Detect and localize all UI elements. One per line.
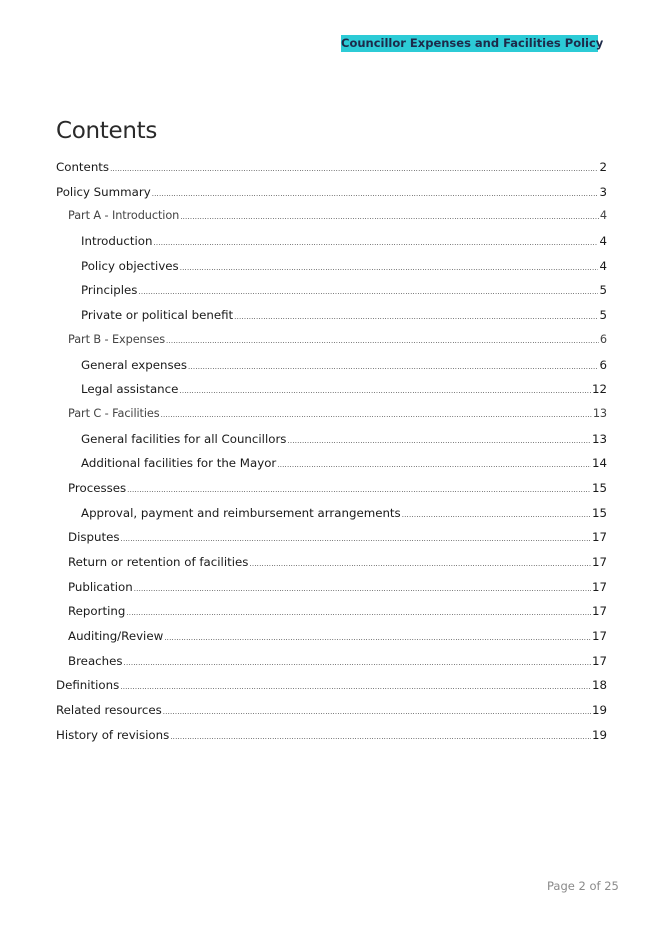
toc-entry-part-b[interactable] [56,331,607,356]
toc-entry-page: 17 [591,653,607,668]
toc-entry-label: Policy objectives [81,258,179,273]
toc-entry-policy-objectives[interactable] [56,257,607,282]
toc-leader-dots [287,432,591,450]
toc-entry-label: Introduction [81,234,153,249]
toc-leader-dots [170,728,591,746]
toc-entry-page: 17 [591,530,607,545]
toc-entry-page: 4 [599,234,607,249]
toc-entry-breaches[interactable] [56,652,607,677]
toc-entry-label: General facilities for all Councillors [81,431,287,446]
toc-entry-label: Additional facilities for the Mayor [81,456,277,471]
toc-entry-page: 19 [591,727,607,742]
toc-entry-page: 18 [591,678,607,693]
toc-leader-dots [120,678,591,696]
toc-entry-label: Reporting [68,604,126,619]
toc-entry-policy-summary[interactable] [56,183,607,208]
toc-leader-dots [234,308,598,326]
toc-leader-dots [110,160,598,178]
toc-entry-part-a[interactable] [56,207,607,232]
toc-leader-dots [188,358,598,376]
toc-entry-introduction[interactable] [56,232,607,257]
toc-leader-dots [166,332,599,350]
toc-leader-dots [126,604,591,622]
toc-entry-label: Return or retention of facilities [68,555,249,569]
toc-entry-history-of-revisions[interactable] [56,726,607,751]
toc-entry-general-facilities[interactable] [56,430,607,455]
toc-entry-reporting[interactable] [56,602,607,627]
toc-entry-page: 17 [591,555,607,569]
toc-leader-dots [152,185,599,203]
toc-entry-disputes[interactable] [56,528,607,553]
toc-entry-label: Principles [81,283,138,298]
toc-leader-dots [249,555,591,573]
toc-entry-label: Related resources [56,703,162,718]
toc-entry-label: Policy Summary [56,184,151,199]
toc-entry-page: 14 [591,456,607,471]
toc-entry-page: 19 [591,703,607,718]
document-header-banner: Councillor Expenses and Facilities Policy [341,36,604,50]
toc-entry-processes[interactable] [56,479,607,504]
toc-entry-general-expenses[interactable] [56,356,607,381]
toc-entry-related-resources[interactable] [56,701,607,726]
toc-entry-label: Definitions [56,678,120,693]
toc-leader-dots [163,703,591,721]
toc-entry-page: 15 [591,480,607,495]
toc-entry-page: 15 [591,505,607,520]
toc-entry-page: 6 [599,357,607,372]
toc-leader-dots [121,530,591,548]
toc-entry-label: Part C - Facilities [68,406,160,420]
toc-leader-dots [277,456,591,474]
toc-entry-principles[interactable] [56,281,607,306]
toc-leader-dots [127,481,591,499]
toc-entry-page: 3 [599,184,607,199]
toc-entry-page: 17 [591,629,607,644]
toc-entry-label: Approval, payment and reimbursement arrangements [81,505,401,520]
toc-leader-dots [164,629,591,647]
toc-entry-page: 4 [599,209,607,223]
contents-heading: Contents [56,118,158,144]
toc-entry-label: Auditing/Review [68,629,164,644]
table-of-contents [56,158,607,751]
toc-entry-additional-facilities-mayor[interactable] [56,454,607,479]
page-number-indicator: Page 2 of 25 [547,879,619,893]
toc-entry-auditing-review[interactable] [56,627,607,652]
toc-entry-page: 2 [599,160,607,174]
toc-entry-contents[interactable] [56,158,607,183]
toc-entry-page: 17 [591,604,607,619]
toc-entry-page: 17 [591,579,607,594]
toc-entry-part-c[interactable] [56,405,607,430]
toc-entry-label: Breaches [68,653,123,668]
toc-entry-page: 6 [599,332,607,346]
toc-entry-return-retention[interactable] [56,553,607,578]
toc-entry-definitions[interactable] [56,676,607,701]
toc-entry-publication[interactable] [56,578,607,603]
toc-entry-private-or-political-benefit[interactable] [56,306,607,331]
toc-leader-dots [179,382,591,400]
toc-entry-page: 5 [599,283,607,298]
toc-entry-label: Publication [68,579,133,594]
toc-entry-page: 12 [591,382,607,397]
toc-entry-label: Part A - Introduction [68,209,180,223]
toc-entry-label: Contents [56,160,110,174]
toc-entry-label: Disputes [68,530,120,545]
toc-entry-label: Part B - Expenses [68,332,166,346]
toc-entry-approval-payment[interactable] [56,504,607,529]
toc-entry-label: Processes [68,480,127,495]
toc-leader-dots [161,406,592,424]
toc-entry-label: General expenses [81,357,188,372]
toc-entry-legal-assistance[interactable] [56,380,607,405]
toc-leader-dots [124,654,591,672]
toc-leader-dots [153,234,598,252]
toc-entry-label: History of revisions [56,727,170,742]
toc-leader-dots [134,580,591,598]
toc-entry-page: 13 [591,431,607,446]
toc-leader-dots [138,283,598,301]
toc-entry-page: 5 [599,308,607,323]
toc-entry-page: 13 [592,406,607,420]
toc-entry-label: Legal assistance [81,382,179,397]
toc-leader-dots [180,259,599,277]
toc-entry-label: Private or political benefit [81,308,234,323]
toc-leader-dots [402,506,591,524]
toc-leader-dots [180,208,599,226]
toc-entry-page: 4 [599,258,607,273]
